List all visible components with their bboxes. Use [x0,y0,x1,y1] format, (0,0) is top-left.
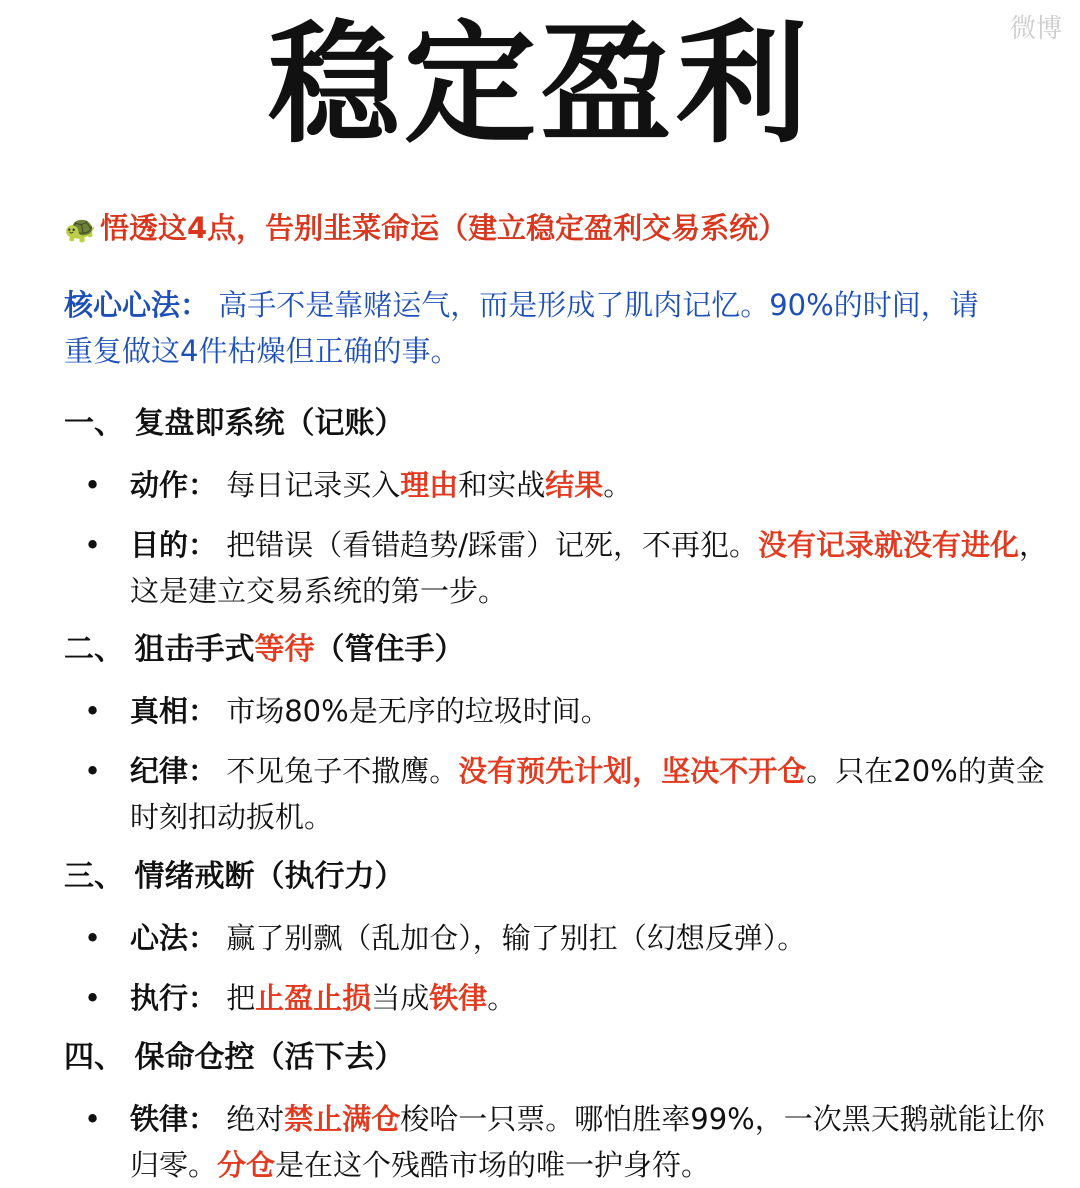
heading-highlight: 等待 [254,632,315,667]
section-heading-2 [64,628,464,672]
core-label: 核心心法： [64,288,210,322]
subtitle-text: 悟透这4点，告别韭菜命运（建立稳定盈利交易系统） [100,211,788,245]
watermark: 微博 [1009,14,1062,44]
list-item [84,1096,1060,1188]
section-heading-3: 三、 情绪戒断（执行力） [64,859,405,894]
item-text: 。 [603,468,633,502]
item-label: 目的： [130,528,218,562]
item-highlight: 禁止满仓 [284,1102,401,1136]
item-highlight: 没有预先计划，坚决不开仓 [458,754,807,788]
item-label: 执行： [130,981,218,1015]
item-highlight: 理由 [400,468,459,502]
item-highlight: 没有记录就没有进化 [758,528,1020,562]
bullet-icon: • [84,528,102,562]
heading-text: （管住手） [314,632,465,667]
bullet-icon: • [84,754,102,788]
item-text: 梭哈一只票。哪怕胜率99%，一次黑天鹅就能让你归零。 [130,1102,1045,1182]
core-text: 高手不是靠赌运气，而是形成了肌肉记忆。90%的时间，请重复做这4件枯燥但正确的事。 [64,288,979,368]
item-label: 动作： [130,468,218,502]
item-highlight: 铁律 [429,981,488,1015]
bullet-icon: • [84,1102,102,1136]
item-text: 市场80%是无序的垃圾时间。 [217,694,610,728]
section-heading-4: 四、 保命仓控（活下去） [64,1040,405,1075]
item-text: 每日记录买入 [217,468,401,502]
list-item [84,462,1060,508]
item-text: 是在这个残酷市场的唯一护身符。 [275,1148,711,1182]
list-item [84,975,1060,1021]
item-text: 。 [487,981,517,1015]
bullet-icon: • [84,981,102,1015]
item-text: ，这是建立交易系统的第一步。 [130,528,1049,608]
list-item [84,915,1060,961]
item-text: 。只在20%的黄金时刻扣动扳机。 [130,754,1045,834]
turtle-icon: 🐢 [64,215,97,245]
list-item [84,748,1060,840]
item-label: 铁律： [130,1102,218,1136]
item-text: 把 [217,981,256,1015]
item-text: 赢了别飘（乱加仓），输了别扛（幻想反弹）。 [217,921,807,955]
heading-text: 二、 狙击手式 [64,632,255,667]
bullet-icon: • [84,921,102,955]
item-label: 心法： [130,921,218,955]
page-title: 稳定盈利 [268,8,812,162]
item-text: 不见兔子不撒鹰。 [217,754,459,788]
subtitle [64,206,787,252]
core-principle [64,282,1004,374]
bullet-icon: • [84,468,102,502]
item-highlight: 止盈止损 [255,981,372,1015]
item-label: 真相： [130,694,218,728]
list-item [84,688,1060,734]
bullet-icon: • [84,694,102,728]
item-text: 和实战 [458,468,546,502]
section-heading-1: 一、 复盘即系统（记账） [64,406,405,441]
item-text: 当成 [371,981,430,1015]
item-highlight: 结果 [545,468,604,502]
item-highlight: 分仓 [217,1148,276,1182]
item-text: 把错误（看错趋势/踩雷）记死，不再犯。 [217,528,759,562]
item-label: 纪律： [130,754,218,788]
list-item [84,522,1060,614]
item-text: 绝对 [217,1102,285,1136]
